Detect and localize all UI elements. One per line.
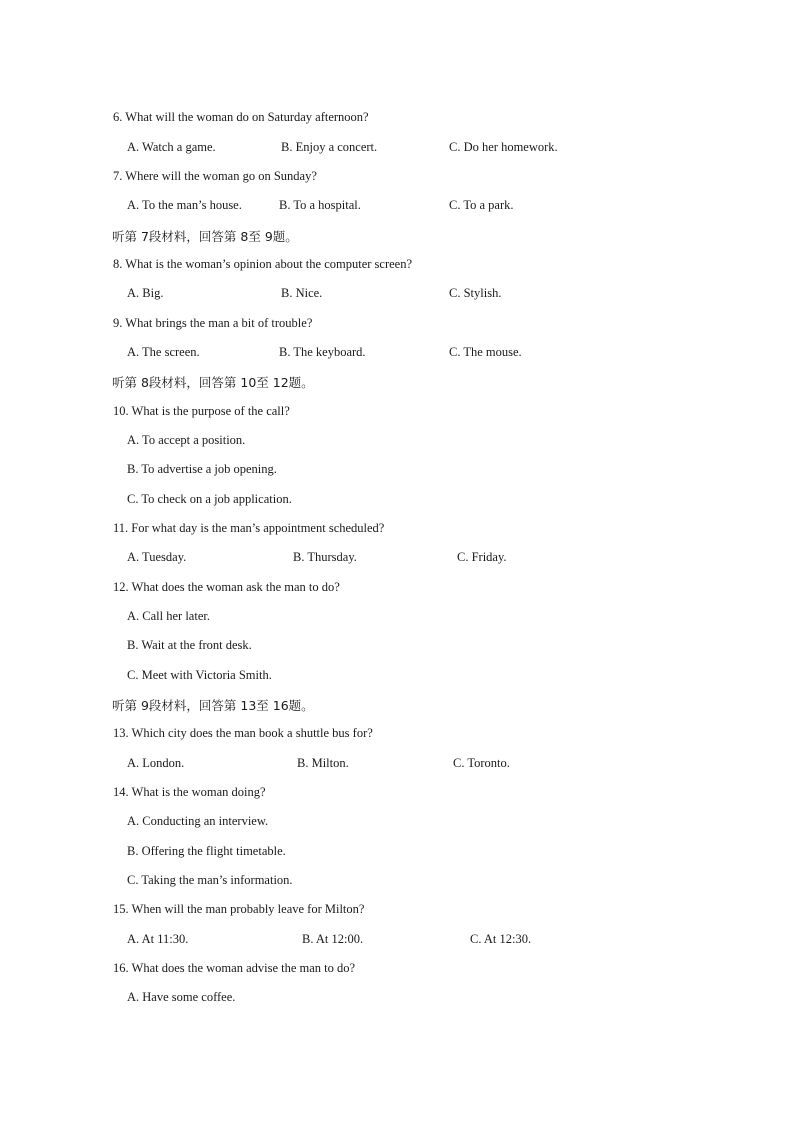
- section-heading-9: [0, 696, 794, 714]
- question-text: 16. What does the woman advise the man to do?: [113, 961, 356, 975]
- option-b: B. Offering the flight timetable.: [127, 844, 286, 858]
- question-text: 9. What brings the man a bit of trouble?: [113, 316, 313, 330]
- question-9: [0, 316, 794, 334]
- option-b: B. Nice.: [281, 286, 323, 300]
- option-line: [0, 990, 794, 1008]
- option-b: B. Enjoy a concert.: [281, 140, 378, 154]
- question-13: [0, 726, 794, 744]
- question-10: [0, 404, 794, 422]
- option-b: B. To advertise a job opening.: [127, 462, 277, 476]
- option-line: [0, 873, 794, 891]
- option-c: C. To check on a job application.: [127, 492, 292, 506]
- options-row-11: [0, 550, 794, 568]
- options-row-15: [0, 932, 794, 950]
- option-line: [0, 638, 794, 656]
- options-row-6: [0, 140, 794, 158]
- option-b: B. Thursday.: [293, 550, 357, 564]
- question-7: [0, 169, 794, 187]
- options-row-9: [0, 345, 794, 363]
- option-line: [0, 844, 794, 862]
- option-line: [0, 668, 794, 686]
- option-a: A. At 11:30.: [127, 932, 189, 946]
- question-6: [0, 110, 794, 128]
- question-8: [0, 257, 794, 275]
- option-line: [0, 814, 794, 832]
- option-b: B. Milton.: [297, 756, 349, 770]
- option-a: A. Call her later.: [127, 609, 210, 623]
- option-c: C. Friday.: [457, 550, 507, 564]
- option-c: C. To a park.: [449, 198, 514, 212]
- option-c: C. Taking the man’s information.: [127, 873, 293, 887]
- question-text: 7. Where will the woman go on Sunday?: [113, 169, 317, 183]
- section-text: 听第 9段材料，回答第 13至 16题。: [112, 698, 314, 713]
- option-c: C. Meet with Victoria Smith.: [127, 668, 272, 682]
- section-text: 听第 7段材料，回答第 8至 9题。: [112, 229, 298, 244]
- option-a: A. Big.: [127, 286, 164, 300]
- question-14: [0, 785, 794, 803]
- option-line: [0, 433, 794, 451]
- options-row-13: [0, 756, 794, 774]
- section-heading-7: [0, 227, 794, 245]
- option-a: A. Have some coffee.: [127, 990, 236, 1004]
- question-16: [0, 961, 794, 979]
- option-a: A. The screen.: [127, 345, 200, 359]
- option-line: [0, 462, 794, 480]
- question-text: 8. What is the woman’s opinion about the computer screen?: [113, 257, 412, 271]
- option-b: B. The keyboard.: [279, 345, 366, 359]
- question-text: 14. What is the woman doing?: [113, 785, 266, 799]
- option-b: B. To a hospital.: [279, 198, 361, 212]
- question-text: 11. For what day is the man’s appointment scheduled?: [113, 521, 385, 535]
- question-text: 6. What will the woman do on Saturday afternoon?: [113, 110, 369, 124]
- option-b: B. Wait at the front desk.: [127, 638, 252, 652]
- option-a: A. To accept a position.: [127, 433, 246, 447]
- section-text: 听第 8段材料，回答第 10至 12题。: [112, 375, 314, 390]
- option-a: A. To the man’s house.: [127, 198, 242, 212]
- question-15: [0, 902, 794, 920]
- option-a: A. London.: [127, 756, 185, 770]
- question-text: 13. Which city does the man book a shuttle bus for?: [113, 726, 373, 740]
- question-text: 12. What does the woman ask the man to do?: [113, 580, 340, 594]
- option-line: [0, 492, 794, 510]
- option-c: C. Do her homework.: [449, 140, 558, 154]
- question-11: [0, 521, 794, 539]
- section-heading-8: [0, 373, 794, 391]
- option-c: C. Stylish.: [449, 286, 502, 300]
- question-text: 15. When will the man probably leave for Milton?: [113, 902, 365, 916]
- options-row-8: [0, 286, 794, 304]
- option-b: B. At 12:00.: [302, 932, 364, 946]
- option-a: A. Watch a game.: [127, 140, 216, 154]
- option-line: [0, 609, 794, 627]
- option-c: C. The mouse.: [449, 345, 522, 359]
- question-12: [0, 580, 794, 598]
- option-c: C. Toronto.: [453, 756, 510, 770]
- option-c: C. At 12:30.: [470, 932, 532, 946]
- option-a: A. Conducting an interview.: [127, 814, 269, 828]
- option-a: A. Tuesday.: [127, 550, 187, 564]
- options-row-7: [0, 198, 794, 216]
- question-text: 10. What is the purpose of the call?: [113, 404, 290, 418]
